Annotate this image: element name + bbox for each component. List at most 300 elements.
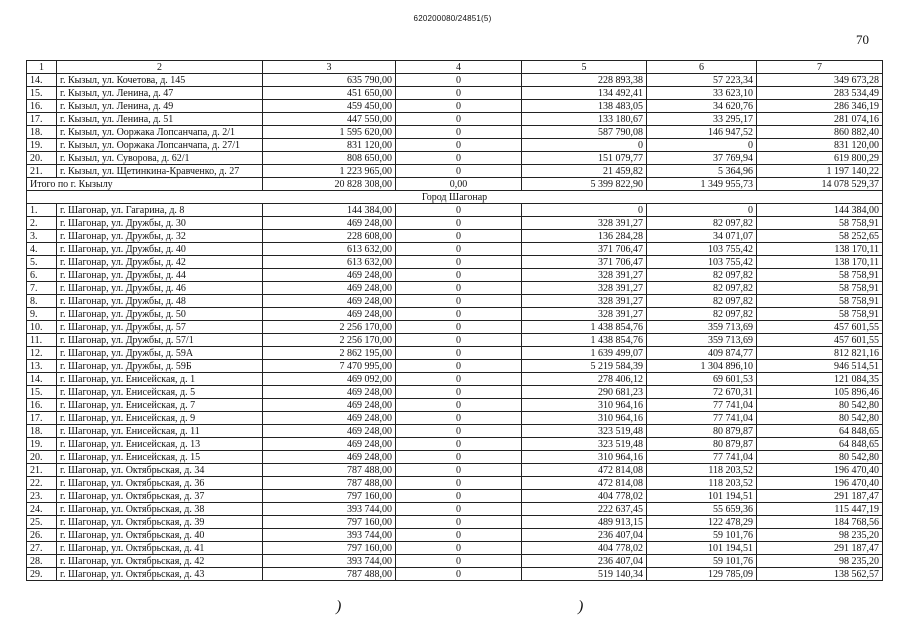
table-cell: г. Кызыл, ул. Ленина, д. 47 (57, 87, 263, 100)
table-cell: 0 (396, 386, 522, 399)
table-cell: 133 180,67 (522, 113, 647, 126)
table-row (27, 230, 883, 243)
table-cell: 812 821,16 (757, 347, 883, 360)
table-cell: 1 197 140,22 (757, 165, 883, 178)
table-cell: 115 447,19 (757, 503, 883, 516)
table-cell: 82 097,82 (647, 269, 757, 282)
table-cell: 5. (27, 256, 57, 269)
table-row (27, 204, 883, 217)
table-cell: 613 632,00 (263, 243, 396, 256)
table-cell: 8. (27, 295, 57, 308)
table-cell: 447 550,00 (263, 113, 396, 126)
table-cell: 10. (27, 321, 57, 334)
column-number: 1 (27, 61, 57, 74)
table-row (27, 425, 883, 438)
table-cell: 82 097,82 (647, 295, 757, 308)
table-cell: 19. (27, 139, 57, 152)
table-cell: 18. (27, 425, 57, 438)
table-cell: 77 741,04 (647, 412, 757, 425)
table-cell: 328 391,27 (522, 282, 647, 295)
table-cell: 59 101,76 (647, 555, 757, 568)
table-row (27, 360, 883, 373)
table-cell: 0 (396, 217, 522, 230)
table-cell: 21. (27, 165, 57, 178)
table-cell: 144 384,00 (263, 204, 396, 217)
table-cell: 3. (27, 230, 57, 243)
table-cell: 0 (647, 204, 757, 217)
table-cell: 5 364,96 (647, 165, 757, 178)
table-cell: 469 248,00 (263, 217, 396, 230)
table-row (27, 269, 883, 282)
table-cell: 6. (27, 269, 57, 282)
table-cell: 34 071,07 (647, 230, 757, 243)
table-cell: 1 438 854,76 (522, 321, 647, 334)
table-cell: 184 768,56 (757, 516, 883, 529)
section-title: Город Шагонар (27, 191, 883, 204)
table-cell: г. Шагонар, ул. Гагарина, д. 8 (57, 204, 263, 217)
table-cell: 404 778,02 (522, 490, 647, 503)
table-cell: 787 488,00 (263, 568, 396, 581)
table-cell: 0 (396, 399, 522, 412)
table-cell: г. Кызыл, ул. Ленина, д. 51 (57, 113, 263, 126)
table-cell: 310 964,16 (522, 412, 647, 425)
table-cell: 7 470 995,00 (263, 360, 396, 373)
table-cell: 310 964,16 (522, 399, 647, 412)
table-cell: 103 755,42 (647, 243, 757, 256)
table-cell: 19. (27, 438, 57, 451)
table-cell: 797 160,00 (263, 516, 396, 529)
table-cell: 228 893,38 (522, 74, 647, 87)
table-cell: 787 488,00 (263, 477, 396, 490)
table-cell: г. Шагонар, ул. Октябрьская, д. 43 (57, 568, 263, 581)
table-cell: 0 (396, 321, 522, 334)
table-row (27, 113, 883, 126)
table-cell: 14. (27, 74, 57, 87)
table-row (27, 126, 883, 139)
table-cell: 469 248,00 (263, 412, 396, 425)
table-cell: 291 187,47 (757, 490, 883, 503)
table-cell: 359 713,69 (647, 321, 757, 334)
table-cell: 635 790,00 (263, 74, 396, 87)
table-cell: г. Шагонар, ул. Дружбы, д. 59Б (57, 360, 263, 373)
table-cell: 77 741,04 (647, 451, 757, 464)
table-cell: 1 438 854,76 (522, 334, 647, 347)
table-cell: 101 194,51 (647, 490, 757, 503)
table-cell: 27. (27, 542, 57, 555)
column-number: 7 (757, 61, 883, 74)
table-cell: г. Кызыл, ул. Ооржака Лопсанчапа, д. 27/1 (57, 139, 263, 152)
table-cell: 103 755,42 (647, 256, 757, 269)
table-row (27, 529, 883, 542)
total-cell: 1 349 955,73 (647, 178, 757, 191)
table-cell: 0 (396, 373, 522, 386)
table-cell: 196 470,40 (757, 464, 883, 477)
table-cell: 519 140,34 (522, 568, 647, 581)
table-cell: 0 (396, 152, 522, 165)
table-cell: г. Шагонар, ул. Октябрьская, д. 40 (57, 529, 263, 542)
table-cell: г. Шагонар, ул. Октябрьская, д. 34 (57, 464, 263, 477)
section-title-row (27, 191, 883, 204)
table-cell: 946 514,51 (757, 360, 883, 373)
table-cell: 1 595 620,00 (263, 126, 396, 139)
table-cell: г. Шагонар, ул. Дружбы, д. 44 (57, 269, 263, 282)
table-cell: 80 879,87 (647, 425, 757, 438)
table-cell: г. Кызыл, ул. Кочетова, д. 145 (57, 74, 263, 87)
table-cell: 0 (396, 529, 522, 542)
table-cell: 393 744,00 (263, 555, 396, 568)
table-cell: г. Шагонар, ул. Дружбы, д. 57/1 (57, 334, 263, 347)
table-cell: 58 758,91 (757, 269, 883, 282)
table-cell: 371 706,47 (522, 243, 647, 256)
table-cell: г. Шагонар, ул. Октябрьская, д. 39 (57, 516, 263, 529)
table-cell: 58 252,65 (757, 230, 883, 243)
table-cell: 146 947,52 (647, 126, 757, 139)
table-cell: 0 (396, 308, 522, 321)
table-cell: 0 (396, 113, 522, 126)
table-cell: 25. (27, 516, 57, 529)
table-cell: 58 758,91 (757, 295, 883, 308)
table-cell: 80 542,80 (757, 399, 883, 412)
table-cell: 1 304 896,10 (647, 360, 757, 373)
table-cell: 138 170,11 (757, 256, 883, 269)
table-row (27, 334, 883, 347)
table-row (27, 347, 883, 360)
table-cell: 286 346,19 (757, 100, 883, 113)
table-cell: 82 097,82 (647, 308, 757, 321)
table-cell: 0 (396, 243, 522, 256)
table-cell: 283 534,49 (757, 87, 883, 100)
table-cell: 14. (27, 373, 57, 386)
table-cell: 4. (27, 243, 57, 256)
table-cell: 328 391,27 (522, 308, 647, 321)
table-cell: 13. (27, 360, 57, 373)
table-cell: 1. (27, 204, 57, 217)
table-cell: 18. (27, 126, 57, 139)
table-cell: 118 203,52 (647, 477, 757, 490)
table-cell: 17. (27, 412, 57, 425)
table-cell: 0 (396, 100, 522, 113)
table-cell: 404 778,02 (522, 542, 647, 555)
table-row (27, 451, 883, 464)
table-cell: 0 (396, 568, 522, 581)
table-cell: 328 391,27 (522, 269, 647, 282)
table-cell: 11. (27, 334, 57, 347)
table-cell: 0 (396, 555, 522, 568)
table-row (27, 100, 883, 113)
table-cell: 409 874,77 (647, 347, 757, 360)
table-cell: 37 769,94 (647, 152, 757, 165)
table-cell: 0 (396, 282, 522, 295)
table-cell: 34 620,76 (647, 100, 757, 113)
table-cell: 98 235,20 (757, 555, 883, 568)
table-cell: г. Шагонар, ул. Дружбы, д. 32 (57, 230, 263, 243)
table-row (27, 490, 883, 503)
table-cell: 80 542,80 (757, 412, 883, 425)
column-number: 5 (522, 61, 647, 74)
table-cell: 328 391,27 (522, 217, 647, 230)
table-cell: 58 758,91 (757, 308, 883, 321)
table-cell: 291 187,47 (757, 542, 883, 555)
table-cell: 0 (396, 451, 522, 464)
table-cell: 0 (396, 269, 522, 282)
table-cell: 80 542,80 (757, 451, 883, 464)
handwritten-mark: ) (336, 598, 342, 615)
page-number: 70 (856, 32, 869, 47)
table-row (27, 464, 883, 477)
table-cell: г. Кызыл, ул. Щетинкина-Кравченко, д. 27 (57, 165, 263, 178)
table-cell: 0 (396, 295, 522, 308)
table-cell: 59 101,76 (647, 529, 757, 542)
table-cell: г. Шагонар, ул. Дружбы, д. 57 (57, 321, 263, 334)
table-cell: 20. (27, 152, 57, 165)
table-cell: 1 639 499,07 (522, 347, 647, 360)
handwritten-mark: ) (578, 598, 584, 615)
table-cell: 151 079,77 (522, 152, 647, 165)
table-row (27, 308, 883, 321)
table-cell: 328 391,27 (522, 295, 647, 308)
table-cell: 457 601,55 (757, 321, 883, 334)
table-cell: 7. (27, 282, 57, 295)
column-number-row (27, 61, 883, 74)
table-cell: 2 256 170,00 (263, 321, 396, 334)
document-id: 620200080/24851(5) (413, 14, 492, 23)
total-row (27, 178, 883, 191)
table-cell: 0 (396, 490, 522, 503)
table-row (27, 256, 883, 269)
table-row (27, 438, 883, 451)
table-row (27, 165, 883, 178)
table-cell: 138 562,57 (757, 568, 883, 581)
table-cell: 1 223 965,00 (263, 165, 396, 178)
table-cell: 0 (396, 204, 522, 217)
table-cell: 451 650,00 (263, 87, 396, 100)
table-cell: 58 758,91 (757, 217, 883, 230)
table-cell: г. Кызыл, ул. Суворова, д. 62/1 (57, 152, 263, 165)
table-cell: г. Шагонар, ул. Дружбы, д. 59А (57, 347, 263, 360)
table-cell: 393 744,00 (263, 529, 396, 542)
table-cell: г. Шагонар, ул. Дружбы, д. 40 (57, 243, 263, 256)
column-number: 6 (647, 61, 757, 74)
table-cell: 33 295,17 (647, 113, 757, 126)
table-cell: 469 248,00 (263, 269, 396, 282)
table-cell: 310 964,16 (522, 451, 647, 464)
table-cell: 0 (396, 503, 522, 516)
table-cell: 129 785,09 (647, 568, 757, 581)
table-cell: г. Шагонар, ул. Енисейская, д. 15 (57, 451, 263, 464)
table-cell: 121 084,35 (757, 373, 883, 386)
table-cell: 105 896,46 (757, 386, 883, 399)
table-cell: 0 (396, 464, 522, 477)
total-cell: 0,00 (396, 178, 522, 191)
table-cell: 0 (396, 126, 522, 139)
table-cell: г. Шагонар, ул. Октябрьская, д. 41 (57, 542, 263, 555)
table-cell: г. Шагонар, ул. Енисейская, д. 7 (57, 399, 263, 412)
table-cell: 0 (522, 204, 647, 217)
table-cell: 2 862 195,00 (263, 347, 396, 360)
table-cell: г. Шагонар, ул. Дружбы, д. 48 (57, 295, 263, 308)
table-cell: 29. (27, 568, 57, 581)
table-cell: г. Шагонар, ул. Дружбы, д. 30 (57, 217, 263, 230)
table-cell: 831 120,00 (757, 139, 883, 152)
table-cell: 228 608,00 (263, 230, 396, 243)
table-cell: 359 713,69 (647, 334, 757, 347)
table-cell: 0 (396, 74, 522, 87)
table-cell: 17. (27, 113, 57, 126)
table-cell: 122 478,29 (647, 516, 757, 529)
table-cell: 16. (27, 399, 57, 412)
table-cell: 469 248,00 (263, 295, 396, 308)
table-cell: 136 284,28 (522, 230, 647, 243)
table-cell: 0 (396, 347, 522, 360)
table-cell: г. Шагонар, ул. Енисейская, д. 9 (57, 412, 263, 425)
table-cell: 457 601,55 (757, 334, 883, 347)
table-cell: 23. (27, 490, 57, 503)
table-cell: 82 097,82 (647, 282, 757, 295)
table-cell: 0 (396, 230, 522, 243)
table-row (27, 373, 883, 386)
table-cell: 22. (27, 477, 57, 490)
table-cell: г. Шагонар, ул. Дружбы, д. 46 (57, 282, 263, 295)
table-cell: г. Кызыл, ул. Ленина, д. 49 (57, 100, 263, 113)
table-cell: 236 407,04 (522, 555, 647, 568)
table-row (27, 412, 883, 425)
table-cell: 290 681,23 (522, 386, 647, 399)
table-row (27, 386, 883, 399)
table-cell: 371 706,47 (522, 256, 647, 269)
table-row (27, 516, 883, 529)
table-cell: 613 632,00 (263, 256, 396, 269)
table-cell: 33 623,10 (647, 87, 757, 100)
table-cell: 808 650,00 (263, 152, 396, 165)
table-cell: 0 (396, 425, 522, 438)
table-cell: 12. (27, 347, 57, 360)
table-cell: 0 (396, 256, 522, 269)
table-cell: 72 670,31 (647, 386, 757, 399)
table-row (27, 87, 883, 100)
table-cell: 15. (27, 386, 57, 399)
table-cell: г. Кызыл, ул. Ооржака Лопсанчапа, д. 2/1 (57, 126, 263, 139)
table-cell: 138 483,05 (522, 100, 647, 113)
table-cell: 469 248,00 (263, 282, 396, 295)
table-cell: 69 601,53 (647, 373, 757, 386)
total-cell: 14 078 529,37 (757, 178, 883, 191)
table-cell: 82 097,82 (647, 217, 757, 230)
table-cell: 469 248,00 (263, 425, 396, 438)
table-cell: 20. (27, 451, 57, 464)
table-cell: 797 160,00 (263, 542, 396, 555)
table-cell: г. Шагонар, ул. Дружбы, д. 50 (57, 308, 263, 321)
table-cell: 28. (27, 555, 57, 568)
table-cell: 489 913,15 (522, 516, 647, 529)
table-cell: 469 248,00 (263, 386, 396, 399)
table-row (27, 152, 883, 165)
table-cell: 80 879,87 (647, 438, 757, 451)
table-cell: 472 814,08 (522, 477, 647, 490)
column-number: 2 (57, 61, 263, 74)
table-cell: 459 450,00 (263, 100, 396, 113)
table-row (27, 282, 883, 295)
table-cell: 323 519,48 (522, 438, 647, 451)
table-row (27, 295, 883, 308)
table-row (27, 555, 883, 568)
table-cell: 21 459,82 (522, 165, 647, 178)
table-cell: 26. (27, 529, 57, 542)
table-row (27, 139, 883, 152)
table-cell: г. Шагонар, ул. Октябрьская, д. 36 (57, 477, 263, 490)
table-cell: 64 848,65 (757, 438, 883, 451)
table-cell: 787 488,00 (263, 464, 396, 477)
table-cell: г. Шагонар, ул. Октябрьская, д. 38 (57, 503, 263, 516)
table-row (27, 321, 883, 334)
table-cell: 472 814,08 (522, 464, 647, 477)
table-cell: 349 673,28 (757, 74, 883, 87)
table-row (27, 477, 883, 490)
table-row (27, 217, 883, 230)
table-cell: 222 637,45 (522, 503, 647, 516)
table-row (27, 399, 883, 412)
table-cell: 0 (647, 139, 757, 152)
table-cell: 469 248,00 (263, 399, 396, 412)
table-cell: 5 219 584,39 (522, 360, 647, 373)
table-cell: г. Шагонар, ул. Октябрьская, д. 37 (57, 490, 263, 503)
table-cell: 77 741,04 (647, 399, 757, 412)
table-cell: 144 384,00 (757, 204, 883, 217)
table-cell: 118 203,52 (647, 464, 757, 477)
table-cell: 134 492,41 (522, 87, 647, 100)
table-cell: 0 (396, 542, 522, 555)
table-cell: 469 248,00 (263, 308, 396, 321)
table-cell: 64 848,65 (757, 425, 883, 438)
table-cell: 0 (396, 360, 522, 373)
table-cell: 0 (396, 412, 522, 425)
table-cell: 0 (396, 165, 522, 178)
total-label: Итого по г. Кызылу (27, 178, 263, 191)
table-cell: 21. (27, 464, 57, 477)
table-cell: 323 519,48 (522, 425, 647, 438)
table-cell: 619 800,29 (757, 152, 883, 165)
table-cell: 24. (27, 503, 57, 516)
table-cell: 0 (396, 334, 522, 347)
table-cell: 15. (27, 87, 57, 100)
table-cell: г. Шагонар, ул. Енисейская, д. 11 (57, 425, 263, 438)
total-cell: 5 399 822,90 (522, 178, 647, 191)
table-cell: 469 092,00 (263, 373, 396, 386)
table-cell: 0 (396, 139, 522, 152)
table-cell: 236 407,04 (522, 529, 647, 542)
table-cell: 55 659,36 (647, 503, 757, 516)
table-cell: 57 223,34 (647, 74, 757, 87)
table-cell: 281 074,16 (757, 113, 883, 126)
table-cell: 2 256 170,00 (263, 334, 396, 347)
table-cell: 101 194,51 (647, 542, 757, 555)
table-row (27, 568, 883, 581)
table-cell: 587 790,08 (522, 126, 647, 139)
table-cell: 0 (396, 438, 522, 451)
table-cell: 138 170,11 (757, 243, 883, 256)
table-cell: 9. (27, 308, 57, 321)
total-cell: 20 828 308,00 (263, 178, 396, 191)
table-cell: 860 882,40 (757, 126, 883, 139)
table-cell: 0 (522, 139, 647, 152)
table-row (27, 243, 883, 256)
table-cell: 469 248,00 (263, 438, 396, 451)
table-cell: 0 (396, 516, 522, 529)
table-cell: 797 160,00 (263, 490, 396, 503)
column-number: 3 (263, 61, 396, 74)
table-row (27, 503, 883, 516)
table-cell: 0 (396, 87, 522, 100)
table-cell: 98 235,20 (757, 529, 883, 542)
